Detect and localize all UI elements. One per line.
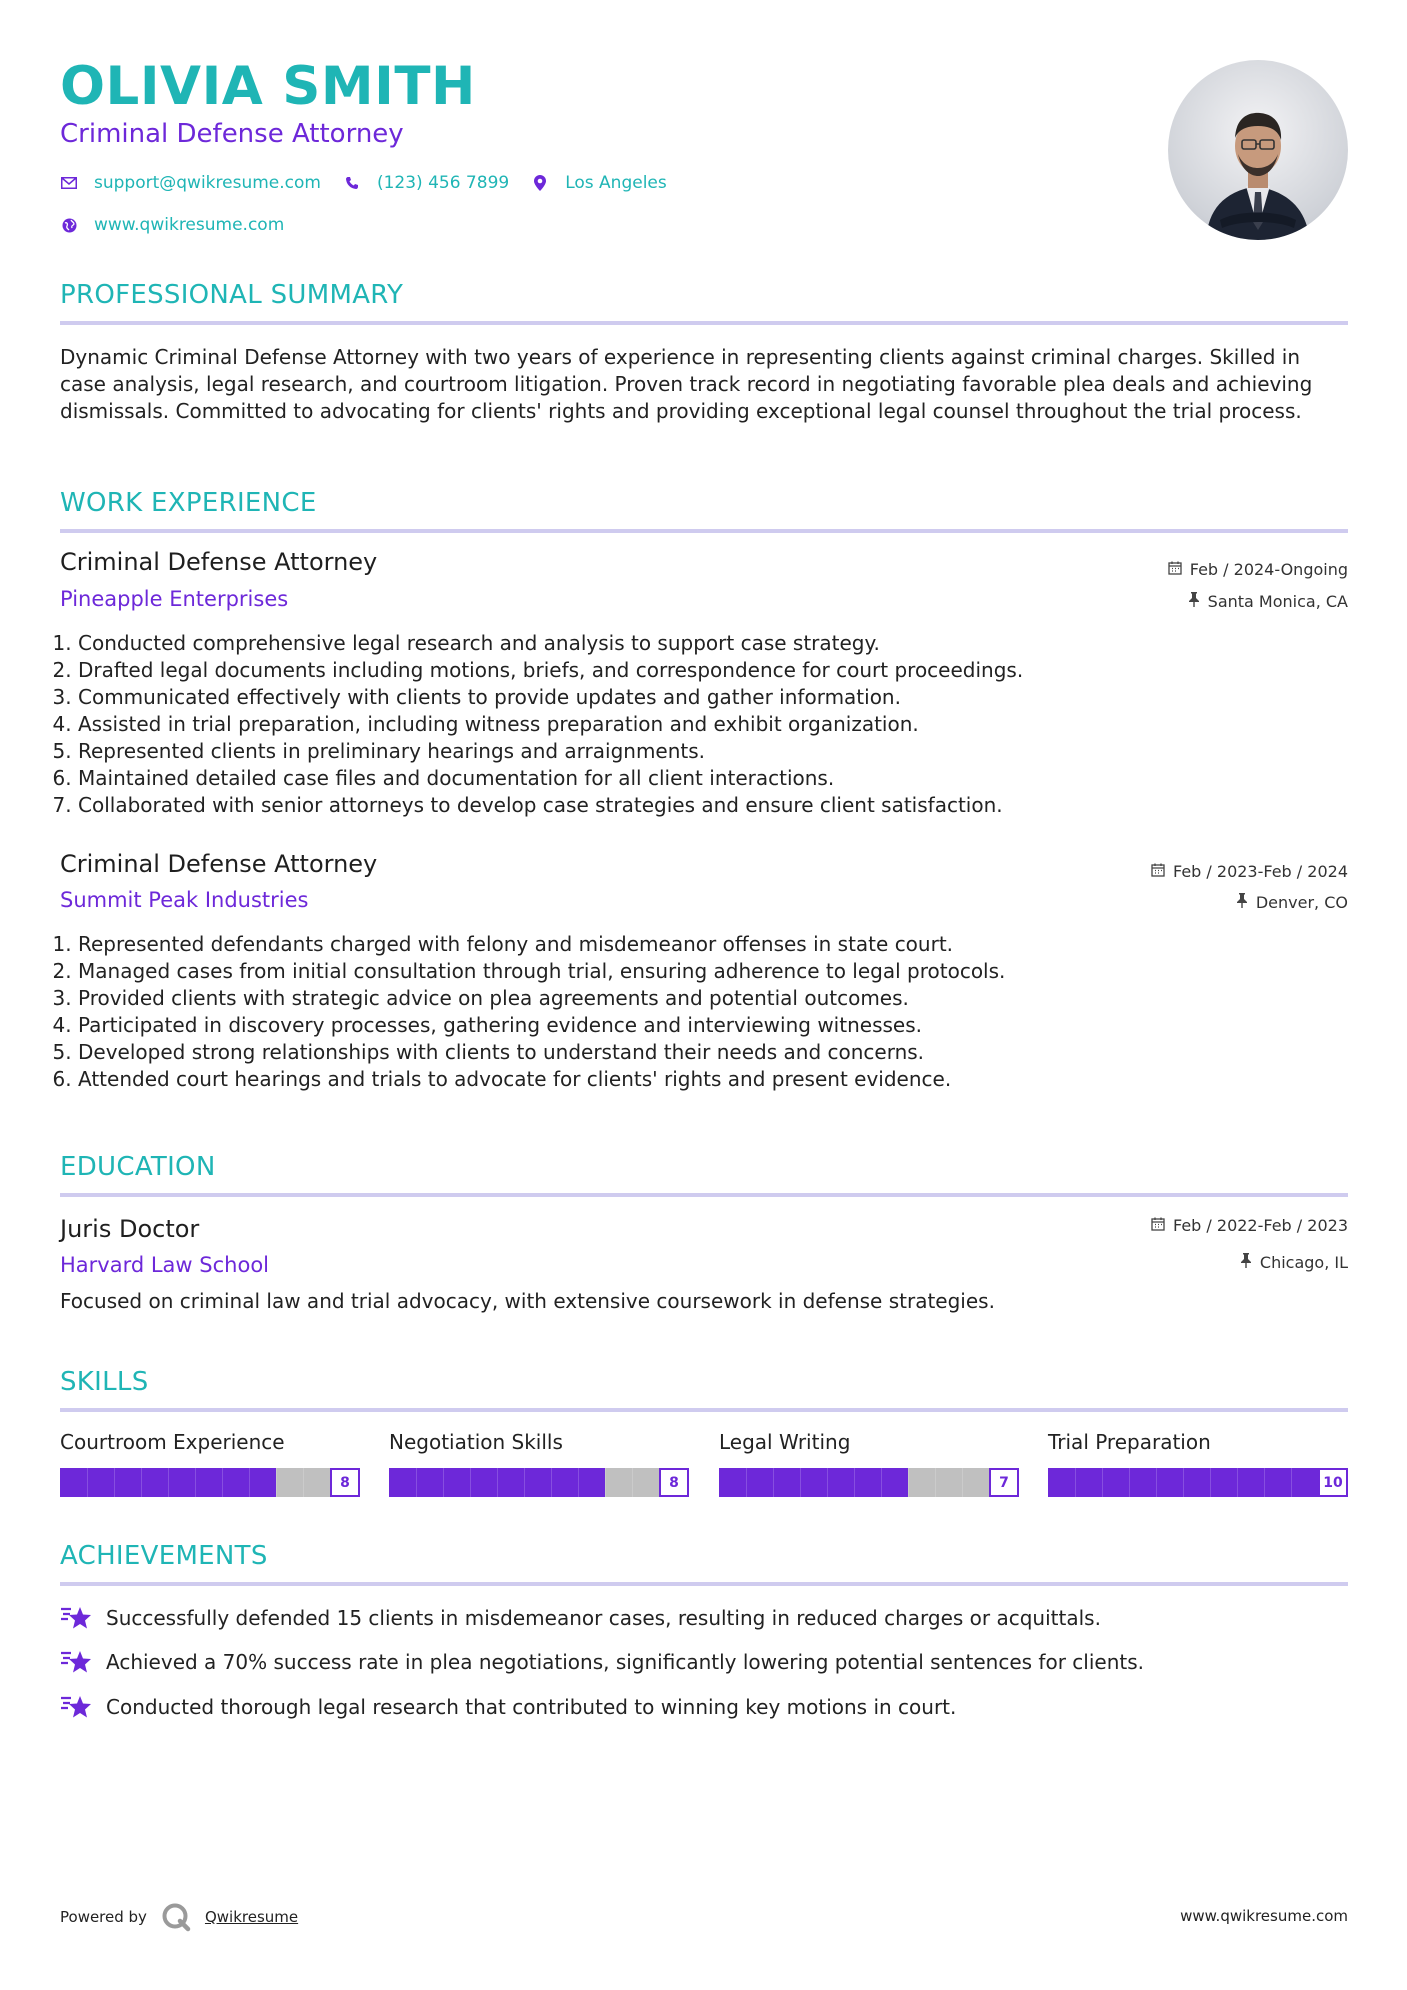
achievements-heading: ACHIEVEMENTS	[60, 1541, 268, 1571]
education-dates: Feb / 2022-Feb / 2023	[1151, 1216, 1348, 1235]
job-2-company: Summit Peak Industries	[60, 888, 309, 912]
skill-segment-divider	[1075, 1468, 1076, 1497]
summary-divider	[60, 321, 1348, 325]
experience-divider	[60, 529, 1348, 533]
skill-bar	[1048, 1468, 1348, 1497]
skill-label: Negotiation Skills	[389, 1430, 563, 1454]
pushpin-icon	[1188, 592, 1200, 611]
education-divider	[60, 1193, 1348, 1197]
profile-photo	[1168, 60, 1348, 240]
map-pin-icon	[531, 175, 549, 191]
skill-segment-divider	[1291, 1468, 1292, 1497]
skill-segment-divider	[497, 1468, 498, 1497]
skill-segment-divider	[1183, 1468, 1184, 1497]
skill-segment-divider	[746, 1468, 747, 1497]
list-item: 5. Developed strong relationships with clients to understand their needs and concerns.	[78, 1039, 1358, 1066]
achievements-divider	[60, 1582, 1348, 1586]
qwikresume-logo-icon	[161, 1902, 191, 1932]
education-description: Focused on criminal law and trial advocacy, with extensive coursework in defense strategies.	[60, 1289, 995, 1313]
education-location: Chicago, IL	[1240, 1253, 1348, 1272]
skills-divider	[60, 1408, 1348, 1412]
achievement-text: Successfully defended 15 clients in misdemeanor cases, resulting in reduced charges or acquittals.	[106, 1606, 1101, 1630]
skill-segment-divider	[1237, 1468, 1238, 1497]
calendar-icon	[1168, 561, 1182, 579]
list-item: 3. Provided clients with strategic advice on plea agreements and potential outcomes.	[78, 985, 1358, 1012]
pushpin-icon	[1236, 893, 1248, 912]
pushpin-icon	[1240, 1253, 1252, 1272]
list-item: 4. Participated in discovery processes, gathering evidence and interviewing witnesses.	[78, 1012, 1358, 1039]
job-2-bullets	[60, 931, 1358, 1093]
skill-label: Legal Writing	[719, 1430, 851, 1454]
job-1-bullets	[60, 630, 1358, 819]
skill-segment-divider	[935, 1468, 936, 1497]
skill-score: 8	[659, 1468, 689, 1497]
list-item: 1. Represented defendants charged with felony and misdemeanor offenses in state court.	[78, 931, 1358, 958]
shooting-star-icon	[60, 1694, 92, 1720]
brand-link[interactable]: Qwikresume	[204, 1908, 299, 1926]
skill-segment-divider	[1102, 1468, 1103, 1497]
education-degree: Juris Doctor	[60, 1215, 200, 1243]
list-item: 6. Attended court hearings and trials to advocate for clients' rights and present evidence.	[78, 1066, 1358, 1093]
achievement-item	[60, 1694, 956, 1720]
skill-segment-divider	[222, 1468, 223, 1497]
job-1-company: Pineapple Enterprises	[60, 587, 289, 611]
skill-score: 8	[330, 1468, 360, 1497]
footer-website[interactable]: www.qwikresume.com	[1180, 1907, 1348, 1925]
achievement-text: Conducted thorough legal research that contributed to winning key motions in court.	[106, 1695, 957, 1719]
skill-segment-divider	[168, 1468, 169, 1497]
email-text: support@qwikresume.com	[94, 173, 321, 193]
skill-bar	[719, 1468, 1019, 1497]
contact-location	[531, 173, 667, 193]
contact-phone[interactable]	[343, 173, 509, 193]
skill-segment-divider	[276, 1468, 277, 1497]
skill-segment-divider	[303, 1468, 304, 1497]
skill-bar	[60, 1468, 360, 1497]
skill-segment-divider	[87, 1468, 88, 1497]
skill-segment-divider	[578, 1468, 579, 1497]
skill-segment-divider	[908, 1468, 909, 1497]
skill-segment-divider	[470, 1468, 471, 1497]
skill-segment-divider	[524, 1468, 525, 1497]
achievement-item	[60, 1605, 1101, 1631]
job-1-location: Santa Monica, CA	[1188, 592, 1348, 611]
summary-heading: PROFESSIONAL SUMMARY	[60, 280, 404, 310]
skill-segment-divider	[141, 1468, 142, 1497]
skill-segment-divider	[854, 1468, 855, 1497]
shooting-star-icon	[60, 1649, 92, 1675]
skills-heading: SKILLS	[60, 1367, 149, 1397]
skill-bar	[389, 1468, 689, 1497]
skill-segment-divider	[632, 1468, 633, 1497]
skill-segment-divider	[827, 1468, 828, 1497]
achievement-item	[60, 1649, 1144, 1675]
phone-text: (123) 456 7899	[376, 173, 510, 193]
skill-segment-divider	[962, 1468, 963, 1497]
skill-item	[60, 1430, 360, 1497]
skill-label: Courtroom Experience	[60, 1430, 285, 1454]
shooting-star-icon	[60, 1605, 92, 1631]
contact-row-2	[60, 215, 306, 235]
job-2-title: Criminal Defense Attorney	[60, 850, 378, 878]
experience-heading: WORK EXPERIENCE	[60, 488, 317, 518]
candidate-role: Criminal Defense Attorney	[60, 119, 404, 149]
contact-email[interactable]	[60, 173, 321, 193]
skill-segment-divider	[416, 1468, 417, 1497]
list-item: 7. Collaborated with senior attorneys to develop case strategies and ensure client satisfaction.	[78, 792, 1358, 819]
skill-score: 10	[1318, 1468, 1348, 1497]
list-item: 3. Communicated effectively with clients to provide updates and gather information.	[78, 684, 1358, 711]
summary-text: Dynamic Criminal Defense Attorney with two years of experience in representing clients against criminal charges. Skilled in case analysis, legal research, and courtroom litigation. Proven track record in negotiating favorable plea deals and achieving dismissals. Committed to advocating for clients' rights and providing exceptional legal counsel throughout the trial process.	[60, 345, 1313, 423]
skill-segment-divider	[249, 1468, 250, 1497]
list-item: 5. Represented clients in preliminary hearings and arraignments.	[78, 738, 1358, 765]
calendar-icon	[1151, 1217, 1165, 1235]
education-heading: EDUCATION	[60, 1152, 216, 1182]
skill-score: 7	[989, 1468, 1019, 1497]
powered-by-label: Powered by	[60, 1908, 147, 1926]
skill-segment-divider	[1264, 1468, 1265, 1497]
job-2-dates: Feb / 2023-Feb / 2024	[1151, 862, 1348, 881]
skill-item	[719, 1430, 1019, 1497]
location-text: Los Angeles	[565, 173, 667, 193]
list-item: 2. Drafted legal documents including motions, briefs, and correspondence for court proceedings.	[78, 657, 1358, 684]
skill-segment-divider	[1129, 1468, 1130, 1497]
skill-segment-divider	[1210, 1468, 1211, 1497]
job-2-location: Denver, CO	[1236, 893, 1348, 912]
list-item: 4. Assisted in trial preparation, including witness preparation and exhibit organization.	[78, 711, 1358, 738]
skill-segment-divider	[195, 1468, 196, 1497]
skill-segment-divider	[551, 1468, 552, 1497]
skill-segment-divider	[881, 1468, 882, 1497]
candidate-name: OLIVIA SMITH	[60, 56, 476, 117]
skill-segment-divider	[114, 1468, 115, 1497]
website-text: www.qwikresume.com	[94, 215, 285, 235]
skill-item	[1048, 1430, 1348, 1497]
skill-segment-divider	[443, 1468, 444, 1497]
list-item: 1. Conducted comprehensive legal research and analysis to support case strategy.	[78, 630, 1358, 657]
calendar-icon	[1151, 863, 1165, 881]
skill-item	[389, 1430, 689, 1497]
list-item: 6. Maintained detailed case files and documentation for all client interactions.	[78, 765, 1358, 792]
skill-segment-divider	[605, 1468, 606, 1497]
skill-fill	[719, 1468, 908, 1497]
contact-row-1	[60, 173, 689, 193]
list-item: 2. Managed cases from initial consultation through trial, ensuring adherence to legal protocols.	[78, 958, 1358, 985]
globe-icon	[60, 218, 78, 233]
skill-segment-divider	[800, 1468, 801, 1497]
phone-icon	[343, 176, 361, 190]
envelope-icon	[60, 177, 78, 189]
education-school: Harvard Law School	[60, 1253, 269, 1277]
skill-segment-divider	[773, 1468, 774, 1497]
contact-website[interactable]	[60, 215, 284, 235]
achievement-text: Achieved a 70% success rate in plea negotiations, significantly lowering potential sentences for clients.	[106, 1650, 1144, 1674]
job-1-dates: Feb / 2024-Ongoing	[1168, 560, 1348, 579]
skill-label: Trial Preparation	[1048, 1430, 1211, 1454]
job-1-title: Criminal Defense Attorney	[60, 548, 378, 576]
skill-segment-divider	[1156, 1468, 1157, 1497]
footer-powered-by	[60, 1902, 298, 1932]
